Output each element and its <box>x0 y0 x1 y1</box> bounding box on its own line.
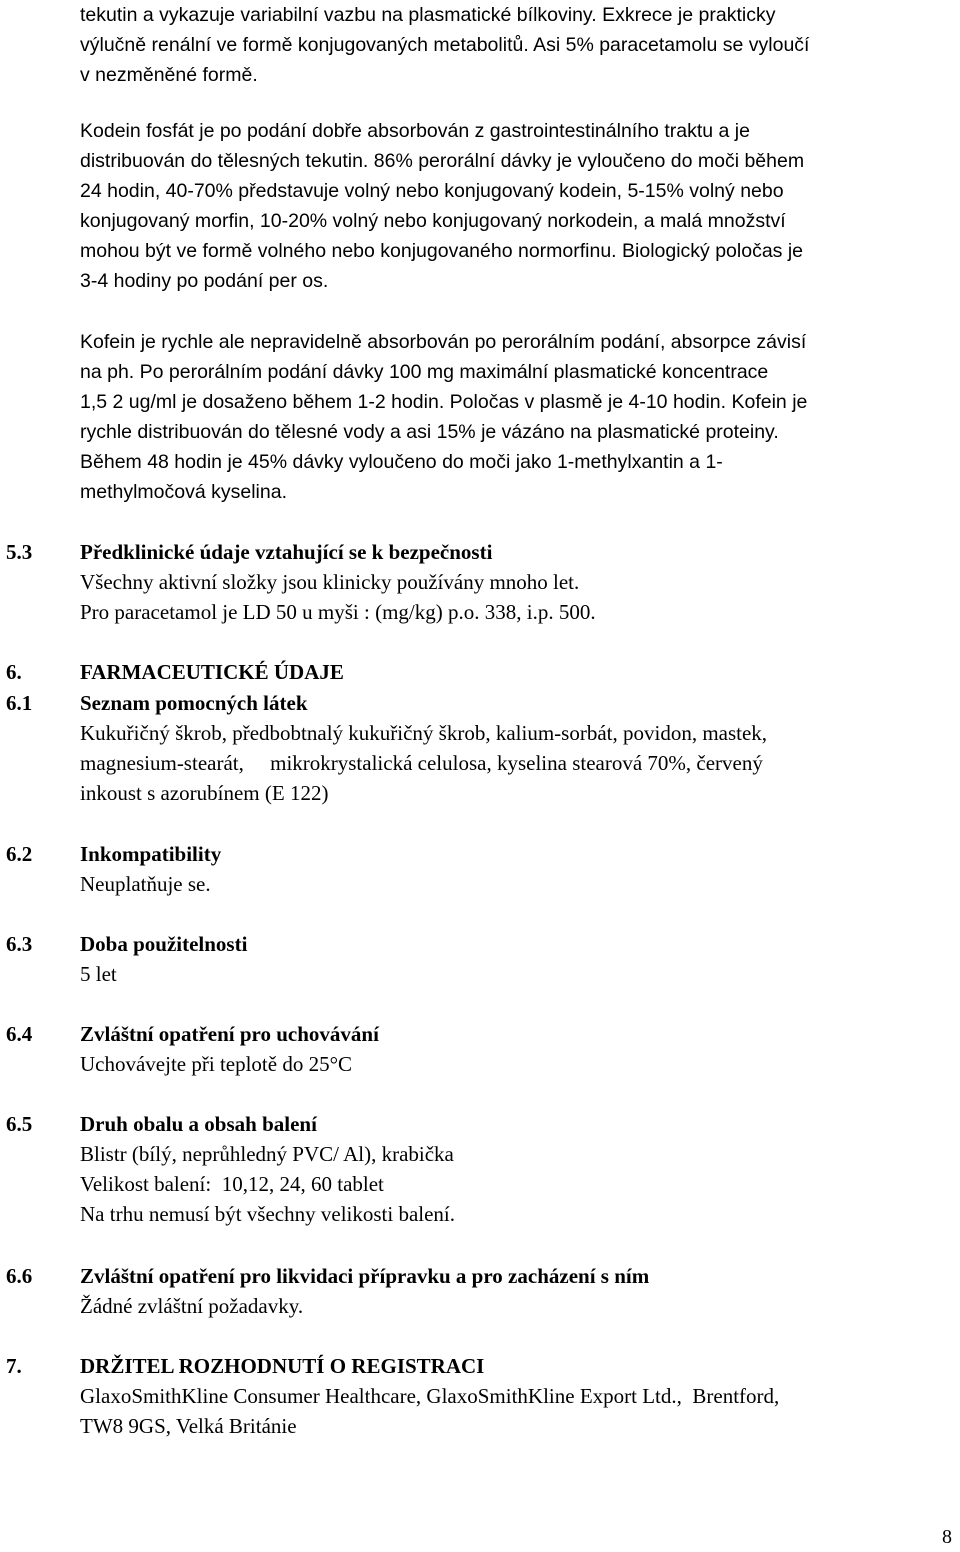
text-line: 5 let <box>80 962 117 986</box>
page-number: 8 <box>942 1526 952 1548</box>
section-title: Doba použitelnosti <box>80 932 248 956</box>
section-body <box>80 1049 960 1079</box>
text-line: magnesium-stearát, mikrokrystalická celulosa, kyselina stearová 70%, červený <box>80 751 763 775</box>
text-line: tekutin a vykazuje variabilní vazbu na plasmatické bílkoviny. Exkrece je prakticky <box>80 4 776 26</box>
text-line: Kofein je rychle ale nepravidelně absorbován po perorálním podání, absorpce závisí <box>80 331 807 353</box>
section-body <box>80 567 960 627</box>
text-line: 24 hodin, 40-70% představuje volný nebo konjugovaný kodein, 5-15% volný nebo <box>80 180 784 202</box>
section-body <box>80 1291 960 1321</box>
text-line: methylmočová kyselina. <box>80 481 287 503</box>
text-line: výlučně renální ve formě konjugovaných metabolitů. Asi 5% paracetamolu se vyloučí <box>80 34 810 56</box>
section-body <box>80 718 960 808</box>
text-line: Kukuřičný škrob, předbobtnalý kukuřičný škrob, kalium-sorbát, povidon, mastek, <box>80 721 768 745</box>
text-line: mohou být ve formě volného nebo konjugovaného normorfinu. Biologický poločas je <box>80 240 804 262</box>
text-line: Kodein fosfát je po podání dobře absorbován z gastrointestinálního traktu a je <box>80 120 750 142</box>
text-line: 3-4 hodiny po podání per os. <box>80 270 329 292</box>
text-line: GlaxoSmithKline Consumer Healthcare, GlaxoSmithKline Export Ltd., Brentford, <box>80 1384 780 1408</box>
text-line: Neuplatňuje se. <box>80 872 211 896</box>
text-line: rychle distribuován do tělesné vody a asi 15% je vázáno na plasmatické proteiny. <box>80 421 779 443</box>
text-line: Blistr (bílý, neprůhledný PVC/ Al), krabička <box>80 1142 454 1166</box>
section-title: FARMACEUTICKÉ ÚDAJE <box>80 660 344 684</box>
section-number: 6. <box>6 660 22 684</box>
text-line: Na trhu nemusí být všechny velikosti balení. <box>80 1202 456 1226</box>
text-line: Žádné zvláštní požadavky. <box>80 1294 304 1318</box>
section-body <box>80 959 960 989</box>
section-number: 6.5 <box>6 1112 33 1136</box>
text-line: v nezměněné formě. <box>80 64 258 86</box>
section-title: Zvláštní opatření pro likvidaci přípravku a pro zacházení s ním <box>80 1264 650 1288</box>
text-line: Uchovávejte při teplotě do 25°C <box>80 1052 352 1076</box>
section-number: 6.2 <box>6 842 33 866</box>
text-line: Všechny aktivní složky jsou klinicky používány mnoho let. <box>80 570 580 594</box>
section-number: 6.1 <box>6 691 33 715</box>
section-number: 6.3 <box>6 932 33 956</box>
section-number: 5.3 <box>6 540 33 564</box>
text-line: inkoust s azorubínem (E 122) <box>80 781 329 805</box>
section-title: Inkompatibility <box>80 842 222 866</box>
section-number: 7. <box>6 1354 22 1378</box>
section-title: Zvláštní opatření pro uchovávání <box>80 1022 379 1046</box>
section-title: Druh obalu a obsah balení <box>80 1112 317 1136</box>
section-number: 6.4 <box>6 1022 33 1046</box>
section-number: 6.6 <box>6 1264 33 1288</box>
text-line: distribuován do tělesných tekutin. 86% perorální dávky je vyloučeno do moči během <box>80 150 805 172</box>
text-line: TW8 9GS, Velká Británie <box>80 1414 297 1438</box>
section-body <box>80 1381 960 1441</box>
text-line: Během 48 hodin je 45% dávky vyloučeno do moči jako 1-methylxantin a 1- <box>80 451 723 473</box>
section-title: Seznam pomocných látek <box>80 691 308 715</box>
section-body <box>80 869 960 899</box>
kofein-paragraph <box>80 327 960 507</box>
text-line: na ph. Po perorálním podání dávky 100 mg maximální plasmatické koncentrace <box>80 361 769 383</box>
text-line: Velikost balení: 10,12, 24, 60 tablet <box>80 1172 384 1196</box>
section-body <box>80 1139 960 1229</box>
section-title: DRŽITEL ROZHODNUTÍ O REGISTRACI <box>80 1354 485 1378</box>
intro-paragraph <box>80 0 960 90</box>
text-line: 1,5 2 ug/ml je dosaženo během 1-2 hodin. Poločas v plasmě je 4-10 hodin. Kofein je <box>80 391 808 413</box>
section-title: Předklinické údaje vztahující se k bezpečnosti <box>80 540 493 564</box>
text-line: konjugovaný morfin, 10-20% volný nebo konjugovaný norkodein, a malá množství <box>80 210 786 232</box>
kodein-paragraph <box>80 116 960 296</box>
text-line: Pro paracetamol je LD 50 u myši : (mg/kg) p.o. 338, i.p. 500. <box>80 600 596 624</box>
